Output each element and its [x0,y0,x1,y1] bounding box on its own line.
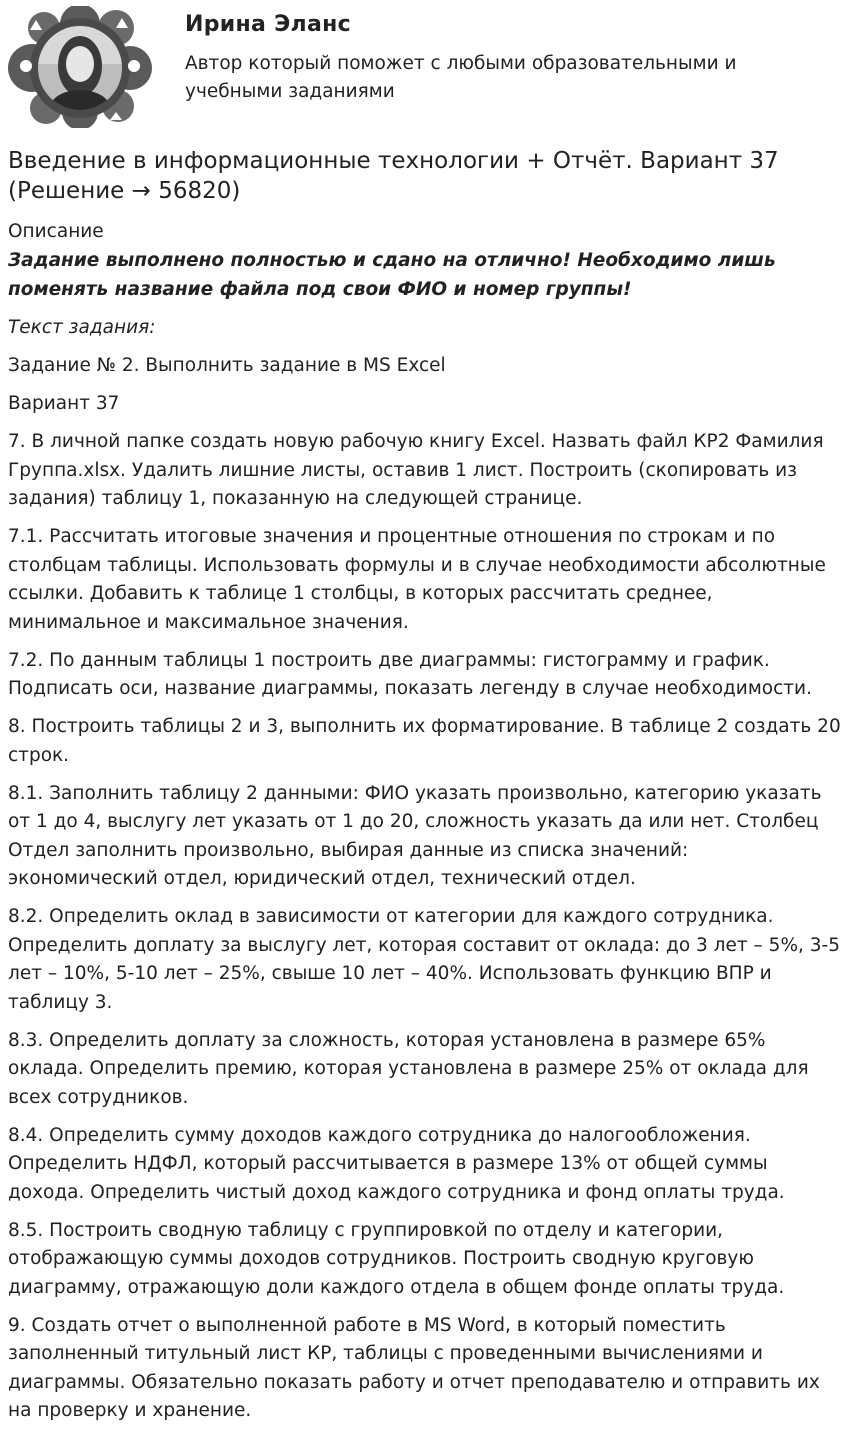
author-description: Автор который поможет с любыми образовательными и учебными заданиями [185,53,737,102]
task-paragraph: Задание № 2. Выполнить задание в MS Excel [8,355,446,376]
author-name[interactable]: Ирина Эланс [185,12,351,37]
task-paragraph: 9. Создать отчет о выполненной работе в MS Word, в который поместить заполненный титульный лист КР, таблицы с проведенными вычислениями и диаграммы. Обязательно показать работу и отчет преподавателю и отправить их на проверку и хранение. [8,1314,820,1421]
task-paragraph: 8.2. Определить оклад в зависимости от категории для каждого сотрудника. Определить доплату за выслугу лет, которая составит от оклада: до 3 лет – 5%, 3-5 лет – 10%, 5-10 лет – 25%, свыше 10 лет – 40%. Использовать функцию ВПР и таблицу 3. [8,906,841,1013]
highlight-note: Задание выполнено полностью и сдано на отлично! Необходимо лишь поменять название файла под свои ФИО и номер группы! [8,250,776,300]
work-content [8,146,842,1435]
work-title: Введение в информационные технологии + Отчёт. Вариант 37 (Решение → 56820) [8,148,779,204]
task-paragraph: 7.1. Рассчитать итоговые значения и процентные отношения по строкам и по столбцам таблицы. Использовать формулы и в случае необходимости абсолютные ссылки. Добавить к таблице 1 столбцы, в которых рассчитать среднее, минимальное и максимальное значения. [8,526,826,633]
description-label: Описание [8,221,104,242]
author-avatar[interactable] [6,6,152,128]
task-paragraph: 7.2. По данным таблицы 1 построить две диаграммы: гистограмму и график. Подписать оси, название диаграммы, показать легенду в случае необходимости. [8,649,812,699]
task-paragraph: 7. В личной папке создать новую рабочую книгу Excel. Назвать файл КР2 Фамилия Группа.xlsx. Удалить лишние листы, оставив 1 лист. Построить (скопировать из задания) таблицу 1, показанную на следующей странице. [8,431,824,509]
task-paragraph: Вариант 37 [8,393,120,414]
task-paragraph: 8.4. Определить сумму доходов каждого сотрудника до налогообложения. Определить НДФЛ, который рассчитывается в размере 13% от общей суммы дохода. Определить чистый доход каждого сотрудника и фонд оплаты труда. [8,1124,785,1203]
task-paragraph: 8.5. Построить сводную таблицу с группировкой по отделу и категории, отображающую суммы доходов сотрудников. Построить сводную круговую диаграмму, отражающую доли каждого отдела в общем фонде оплаты труда. [8,1219,785,1298]
author-header [0,0,847,140]
task-paragraph: 8.1. Заполнить таблицу 2 данными: ФИО указать произвольно, категорию указать от 1 до 4, выслугу лет указать от 1 до 20, сложность указать да или нет. Столбец Отдел заполнить произвольно, выбирая данные из списка значений: экономический отдел, юридический отдел, технический отдел. [8,782,822,889]
task-text-label: Текст задания: [8,317,156,338]
task-paragraph: 8.3. Определить доплату за сложность, которая установлена в размере 65% оклада. Определить премию, которая установлена в размере 25% от оклада для всех сотрудников. [8,1029,809,1108]
task-paragraph: 8. Построить таблицы 2 и 3, выполнить их форматирование. В таблице 2 создать 20 строк. [8,716,841,766]
